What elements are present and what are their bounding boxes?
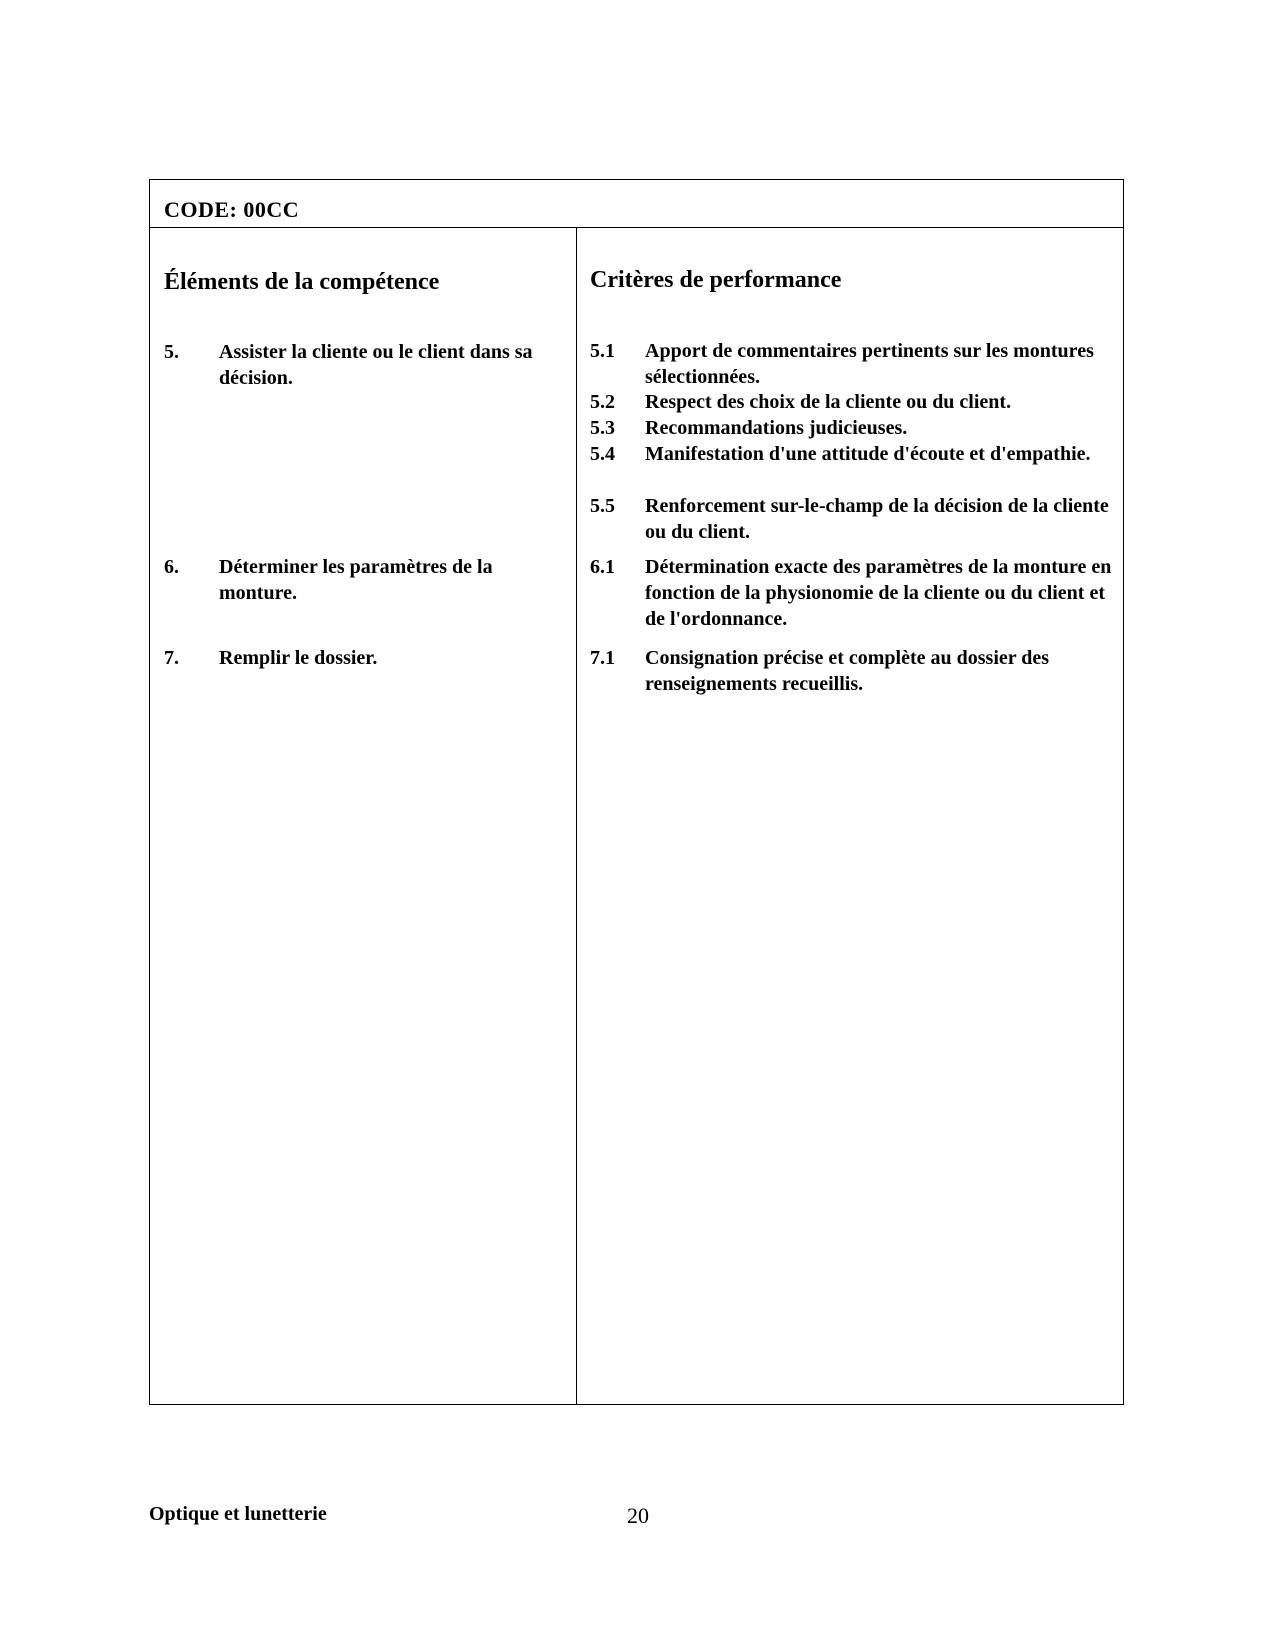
- elements-heading: Éléments de la compétence: [164, 269, 440, 295]
- criterion-number: 5.5: [590, 495, 615, 517]
- element-text: Remplir le dossier.: [219, 647, 378, 669]
- criterion-number: 5.1: [590, 340, 615, 362]
- code-label: CODE: 00CC: [164, 197, 300, 222]
- code-row: [150, 180, 1123, 228]
- element-number: 6.: [164, 556, 179, 578]
- criterion-text: Renforcement sur-le-champ de la décision de la cliente ou du client.: [645, 495, 1109, 543]
- column-divider: [576, 228, 577, 1404]
- elements-column: [164, 228, 564, 669]
- criteria-heading: Critères de performance: [590, 267, 842, 293]
- criterion-number: 5.3: [590, 417, 615, 439]
- element-number: 7.: [164, 647, 179, 669]
- footer-program: Optique et lunetterie: [149, 1503, 327, 1525]
- criterion-number: 5.4: [590, 443, 615, 465]
- criterion-text: Recommandations judicieuses.: [645, 417, 908, 439]
- element-text: Assister la cliente ou le client dans sa décision.: [219, 341, 533, 389]
- criterion-number: 5.2: [590, 391, 615, 413]
- criterion-number: 6.1: [590, 556, 615, 578]
- criterion-text: Manifestation d'une attitude d'écoute et d'empathie.: [645, 443, 1091, 465]
- element-number: 5.: [164, 341, 179, 363]
- criteria-column: [590, 228, 1120, 695]
- criterion-number: 7.1: [590, 647, 615, 669]
- criterion-text: Consignation précise et complète au dossier des renseignements recueillis.: [645, 647, 1050, 695]
- criterion-text: Détermination exacte des paramètres de la monture en fonction de la physionomie de la cliente ou du client et de l'ordonnance.: [645, 556, 1112, 630]
- criterion-text: Apport de commentaires pertinents sur les montures sélectionnées.: [645, 340, 1094, 388]
- criterion-text: Respect des choix de la cliente ou du client.: [645, 391, 1012, 413]
- competency-table: [149, 179, 1124, 1405]
- element-text: Déterminer les paramètres de la monture.: [219, 556, 493, 604]
- page-number: 20: [627, 1503, 649, 1528]
